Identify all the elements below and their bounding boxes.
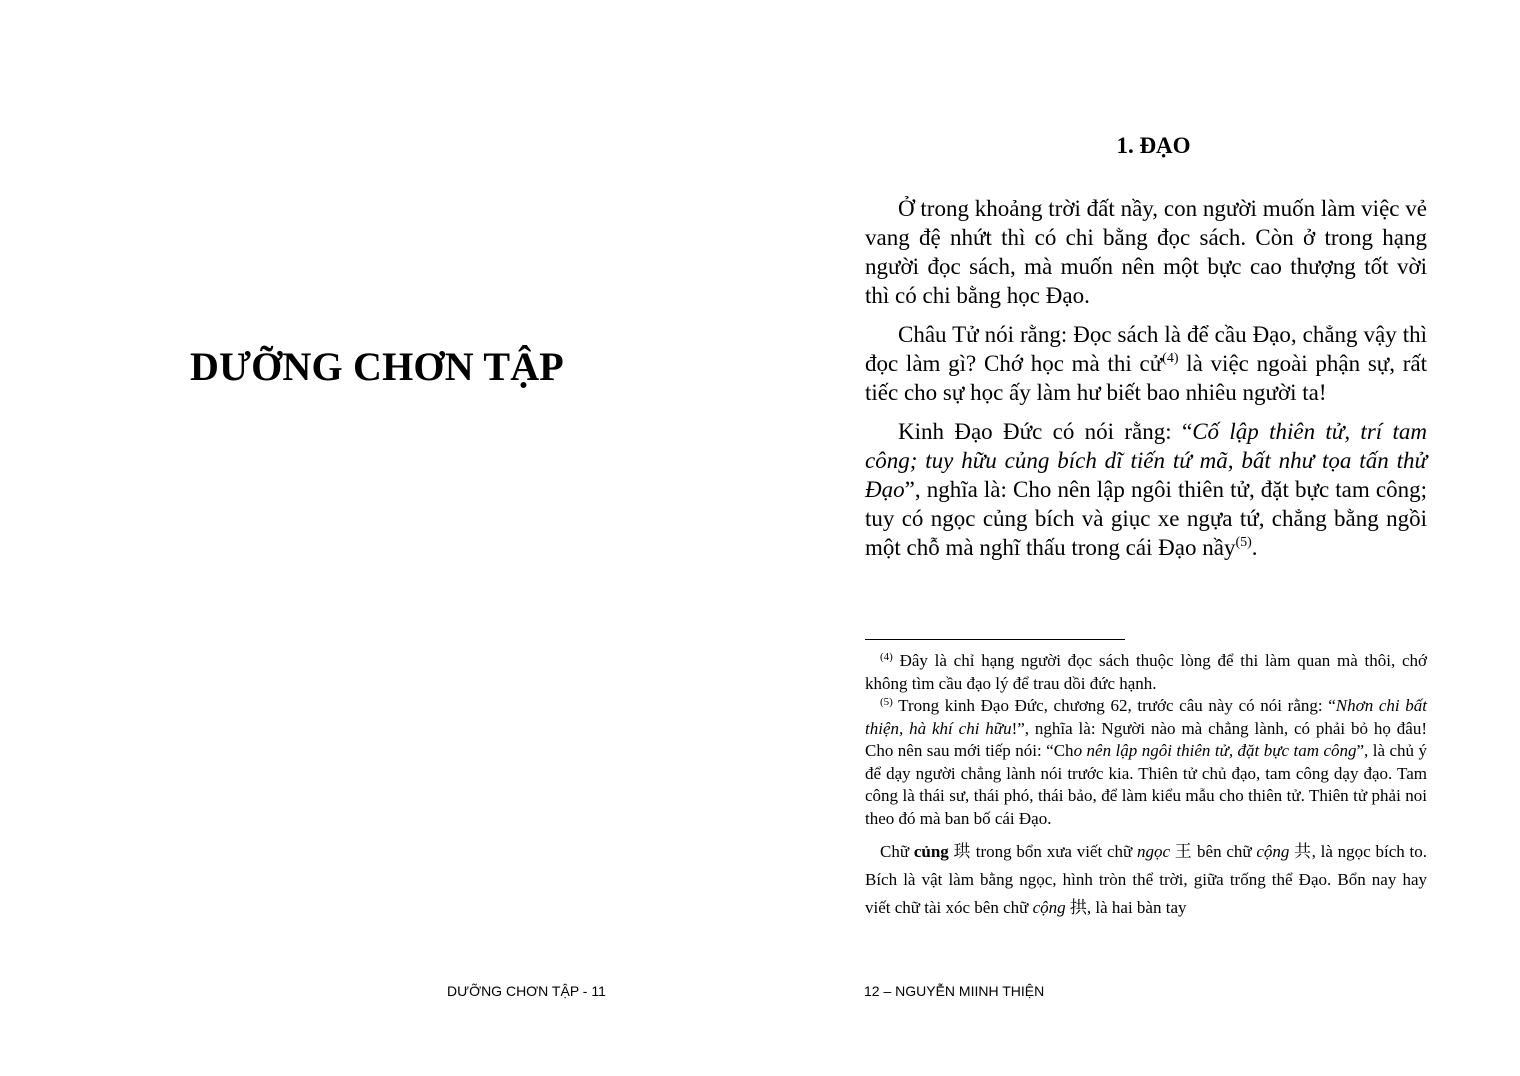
paragraph-3-text: ”, nghĩa là: Cho nên lập ngôi thiên tử, đặt bực tam công; tuy có ngọc củng bích và giục xe ngựa tứ, chẳng bằng ngồi một chỗ mà nghĩ thấu trong cái Đạo nầy bbox=[865, 477, 1427, 560]
footnotes bbox=[865, 650, 1427, 922]
paragraph-2-text-a: Châu Tử nói rằng: Đọc sách là để cầu Đạo, chẳng vậy thì đọc làm gì? Chớ học mà thi cử bbox=[865, 322, 1427, 376]
paragraph-3-quote: Cố lập thiên tử, trí tam công; tuy hữu củng bích dĩ tiến tứ mã, bất như tọa tấn thử Đạo bbox=[865, 419, 1427, 502]
footnote-extra-text-d: 共, là ngọc bích to. Bích là vật làm bằng ngọc, hình tròn thể trời, giữa trống thể Đạo. Bổn nay hay viết chữ tài xóc bên chữ bbox=[865, 842, 1427, 917]
footnote-5-text-c: ”, là chủ ý để dạy người chẳng lành nói trước kia. Thiên tử chủ đạo, tam công dạy đạo. Tam công là thái sư, thái phó, thái bảo, để làm kiểu mẫu cho thiên tử. Thiên tử phải noi theo đó mà ban bố cái Đạo. bbox=[865, 741, 1428, 828]
footnote-4 bbox=[865, 650, 1427, 695]
footnote-4-mark: (4) bbox=[880, 651, 893, 663]
right-page bbox=[760, 0, 1520, 1076]
paragraph-3-lead: Kinh Đạo Đức có nói rằng: “ bbox=[898, 419, 1193, 444]
chapter-title: 1. ĐẠO bbox=[1116, 133, 1191, 158]
paragraph-3 bbox=[865, 417, 1427, 562]
footnote-5-text-a: Trong kinh Đạo Đức, chương 62, trước câu này có nói rằng: “ bbox=[892, 696, 1336, 715]
footnote-extra-text-c: 王 bên chữ bbox=[1170, 842, 1257, 861]
footnote-extra-text-e: 拱, là hai bàn tay bbox=[1065, 898, 1187, 917]
footnote-5 bbox=[865, 695, 1427, 830]
paragraph-1: Ở trong khoảng trời đất nầy, con người muốn làm việc vẻ vang đệ nhứt thì có chi bằng đọc sách. Còn ở trong hạng người đọc sách, mà muốn nên một bực cao thượng tốt vời thì có chi bằng học Đạo. bbox=[865, 196, 1427, 308]
footnote-5-text-b: !”, nghĩa là: Người nào mà chẳng lành, có phải bỏ họ đâu! Cho nên sau mới tiếp nói: “Ch bbox=[865, 718, 1427, 760]
footnote-4-text: Đây là chỉ hạng người đọc sách thuộc lòng để thi làm quan mà thôi, chớ không tìm cầu đạo lý để trau dồi đức hạnh. bbox=[865, 651, 1427, 693]
footnote-5-quote-a: Nhơn chi bất thiện, hà khí chi hữu bbox=[865, 696, 1428, 738]
chapter-body bbox=[865, 194, 1427, 572]
book-title: DƯỠNG CHƠN TẬP bbox=[190, 344, 564, 389]
right-page-footer: 12 – NGUYỄN MIINH THIỆN bbox=[864, 983, 1045, 999]
footnote-extra-term: củng bbox=[913, 842, 949, 861]
footnote-extra-cong-2: cộng bbox=[1032, 898, 1066, 917]
footnote-5-mark: (5) bbox=[880, 696, 893, 708]
paragraph-2 bbox=[865, 320, 1427, 407]
paragraph-2-text-b: là việc ngoài phận sự, rất tiếc cho sự học ấy làm hư biết bao nhiêu người ta! bbox=[865, 351, 1428, 405]
footnote-extra-cong-1: cộng bbox=[1256, 842, 1290, 861]
footnote-extra-ngoc: ngọc bbox=[1136, 842, 1171, 861]
left-page-footer: DƯỠNG CHƠN TẬP - 11 bbox=[447, 983, 606, 999]
footnote-ref-5: (5) bbox=[1235, 535, 1252, 550]
footnote-ref-4: (4) bbox=[1162, 351, 1179, 366]
footnote-extra-text-b: 珙 trong bổn xưa viết chữ bbox=[948, 842, 1137, 861]
paragraph-3-end: . bbox=[1251, 535, 1258, 560]
footnote-5-quote-b: o nên lập ngôi thiên tử, đặt bực tam công bbox=[1073, 741, 1357, 760]
footnote-5-continued bbox=[865, 838, 1427, 922]
footnote-separator bbox=[865, 639, 1125, 640]
footnote-extra-text-a: Chữ bbox=[880, 842, 914, 861]
